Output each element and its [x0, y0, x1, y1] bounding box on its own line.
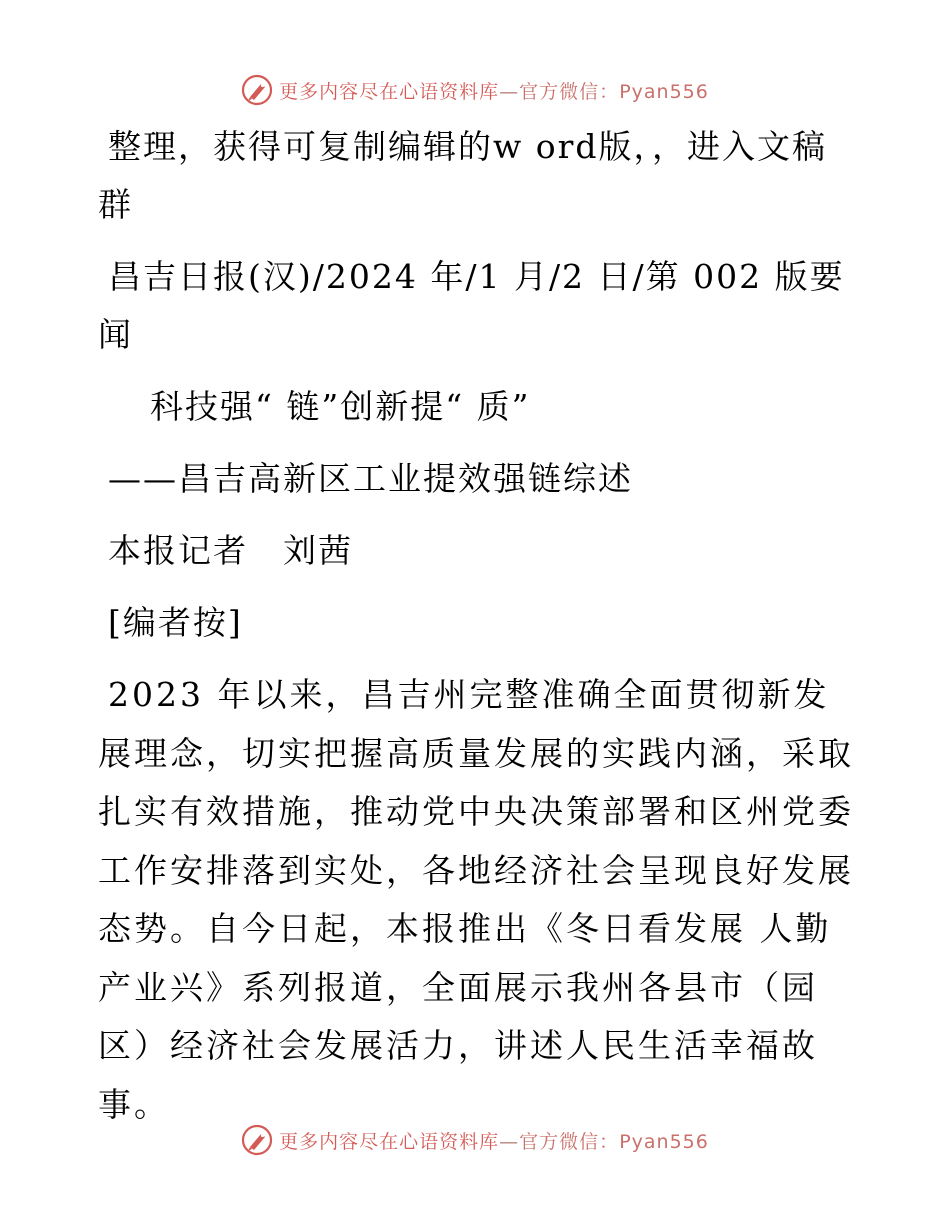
pen-nib-logo-icon — [241, 74, 273, 106]
document-body — [98, 118, 858, 1148]
article-title: 科技强“ 链”创新提“ 质” — [150, 387, 531, 426]
editor-note-label: [编者按] — [108, 603, 243, 642]
watermark-wechat-label: 官方微信： — [519, 1130, 620, 1153]
footer-watermark — [0, 1120, 950, 1160]
watermark-separator: — — [499, 1130, 520, 1153]
watermark-text: 更多内容尽在心语资料库 — [279, 1130, 500, 1153]
pen-nib-logo-icon — [241, 1124, 273, 1156]
watermark-wechat-id: Pyan556 — [619, 80, 709, 103]
byline: 本报记者 刘茜 — [108, 531, 353, 570]
watermark-wechat-id: Pyan556 — [619, 1130, 709, 1153]
header-watermark — [0, 70, 950, 110]
source-line: 昌吉日报(汉)/2024 年/1 月/2 日/第 002 版要闻 — [98, 257, 845, 354]
article-subtitle: ——昌吉高新区工业提效强链综述 — [108, 459, 633, 498]
watermark-separator: — — [499, 80, 520, 103]
note-line: 整理，获得可复制编辑的w ord版，，进入文稿群 — [98, 127, 828, 224]
watermark-wechat-label: 官方微信： — [519, 80, 620, 103]
body-paragraph: 2023 年以来，昌吉州完整准确全面贯彻新发展理念，切实把握高质量发展的实践内涵，采取扎实有效措施，推动党中央决策部署和区州党委工作安排落到实处，各地经济社会呈现良好发展态势。自今日起，本报推出《冬日看发展 人勤产业兴》系列报道，全面展示我州各县市（园区）经济社会发展活力，讲述人民生活幸福故事。 — [98, 675, 854, 1124]
watermark-text: 更多内容尽在心语资料库 — [279, 80, 500, 103]
